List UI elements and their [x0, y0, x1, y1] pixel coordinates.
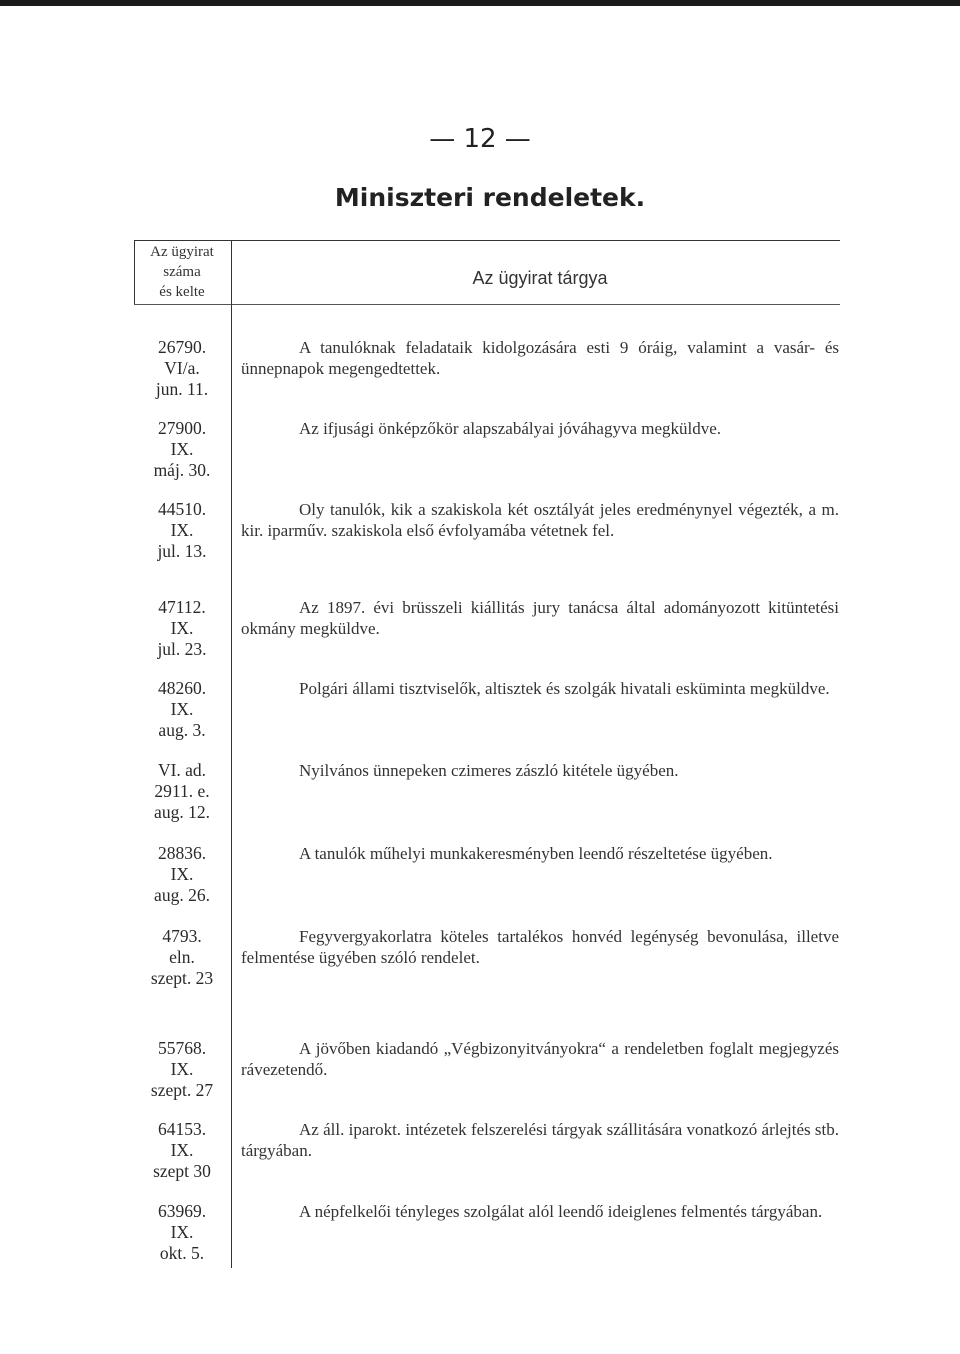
table-column-divider [231, 240, 232, 1268]
reference-date: jun. 11. [155, 379, 209, 399]
subject-cell: Az ifjusági önképzőkör alapszabályai jóváhagyva megküldve. [299, 419, 722, 438]
reference-section: IX. [170, 618, 194, 638]
reference-section: IX. [170, 439, 194, 459]
reference-number: 44510. [157, 499, 207, 519]
header-reference-line: száma [163, 264, 201, 280]
reference-number: 63969. [157, 1201, 207, 1221]
subject-cell: Oly tanulók, kik a szakiskola két osztályát jeles eredménynyel végezték, a m. kir. iparműv. szakiskola első évfolyamába vétetnek fel. [241, 500, 839, 540]
page-title: Miniszteri rendeletek. [334, 183, 646, 212]
header-reference-column [134, 242, 230, 302]
subject-cell: Az áll. iparokt. intézetek felszerelési tárgyak szállitására vonatkozó árlejtés stb. tárgyában. [241, 1120, 839, 1160]
reference-section: IX. [170, 520, 194, 540]
reference-cell [134, 597, 230, 660]
reference-date: okt. 5. [159, 1243, 205, 1263]
reference-number: 26790. [157, 337, 207, 357]
subject-cell: A népfelkelői tényleges szolgálat alól leendő ideiglenes felmentés tárgyában. [299, 1202, 823, 1221]
reference-cell [134, 1038, 230, 1101]
reference-section: eln. [169, 947, 195, 967]
reference-date: aug. 3. [158, 720, 206, 740]
reference-number: 48260. [157, 678, 207, 698]
table-header-rule [134, 304, 840, 305]
reference-number: 47112. [158, 597, 206, 617]
reference-date: szept. 27 [150, 1080, 214, 1100]
subject-cell: Polgári állami tisztviselők, altisztek és szolgák hivatali esküminta megküldve. [299, 679, 830, 698]
header-reference-line: és kelte [159, 284, 205, 300]
table-top-rule [134, 240, 840, 241]
reference-number: VI. ad. [157, 760, 207, 780]
reference-cell [134, 843, 230, 906]
reference-date: aug. 26. [154, 885, 210, 905]
subject-cell: A jövőben kiadandó „Végbizonyitványokra“ a rendeletben foglalt megjegyzés rávezetendő. [241, 1039, 839, 1079]
reference-section: IX. [170, 699, 194, 719]
reference-section: IX. [170, 1222, 194, 1242]
reference-cell [134, 1119, 230, 1182]
subject-cell: A tanulóknak feladataik kidolgozására esti 9 óráig, valamint a vasár- és ünnepnapok megengedtettek. [241, 338, 839, 378]
subject-cell: Az 1897. évi brüsszeli kiállitás jury tanácsa által adományozott kitüntetési okmány megküldve. [241, 598, 839, 638]
reference-section: IX. [170, 864, 194, 884]
reference-date: szept. 23 [150, 968, 214, 988]
reference-cell [134, 760, 230, 823]
scan-top-border [0, 0, 960, 6]
reference-number: 28836. [157, 843, 207, 863]
reference-number: 55768. [157, 1038, 207, 1058]
reference-cell [134, 1201, 230, 1264]
reference-section: IX. [170, 1059, 194, 1079]
reference-number: 64153. [157, 1119, 207, 1139]
page-number: — 12 — [429, 124, 531, 154]
reference-date: szept 30 [153, 1161, 211, 1181]
header-reference-line: Az ügyirat [150, 244, 214, 260]
reference-date: jul. 23. [157, 639, 207, 659]
reference-section: VI/a. [164, 358, 200, 378]
reference-cell [134, 926, 230, 989]
subject-cell: A tanulók műhelyi munkakeresményben leendő részeltetése ügyében. [299, 844, 773, 863]
reference-date: aug. 12. [154, 802, 210, 822]
reference-cell [134, 337, 230, 400]
reference-cell [134, 418, 230, 481]
reference-cell [134, 499, 230, 562]
reference-section: 2911. e. [154, 781, 210, 801]
reference-cell [134, 678, 230, 741]
subject-cell: Fegyvergyakorlatra köteles tartalékos honvéd legénység bevonulása, illetve felmentése ügyében szóló rendelet. [241, 927, 839, 967]
subject-cell: Nyilvános ünnepeken czimeres zászló kitétele ügyében. [299, 761, 679, 780]
reference-date: máj. 30. [153, 460, 211, 480]
reference-number: 27900. [157, 418, 207, 438]
reference-date: jul. 13. [157, 541, 207, 561]
header-subject-column: Az ügyirat tárgya [472, 268, 608, 288]
reference-section: IX. [170, 1140, 194, 1160]
reference-number: 4793. [162, 926, 202, 946]
